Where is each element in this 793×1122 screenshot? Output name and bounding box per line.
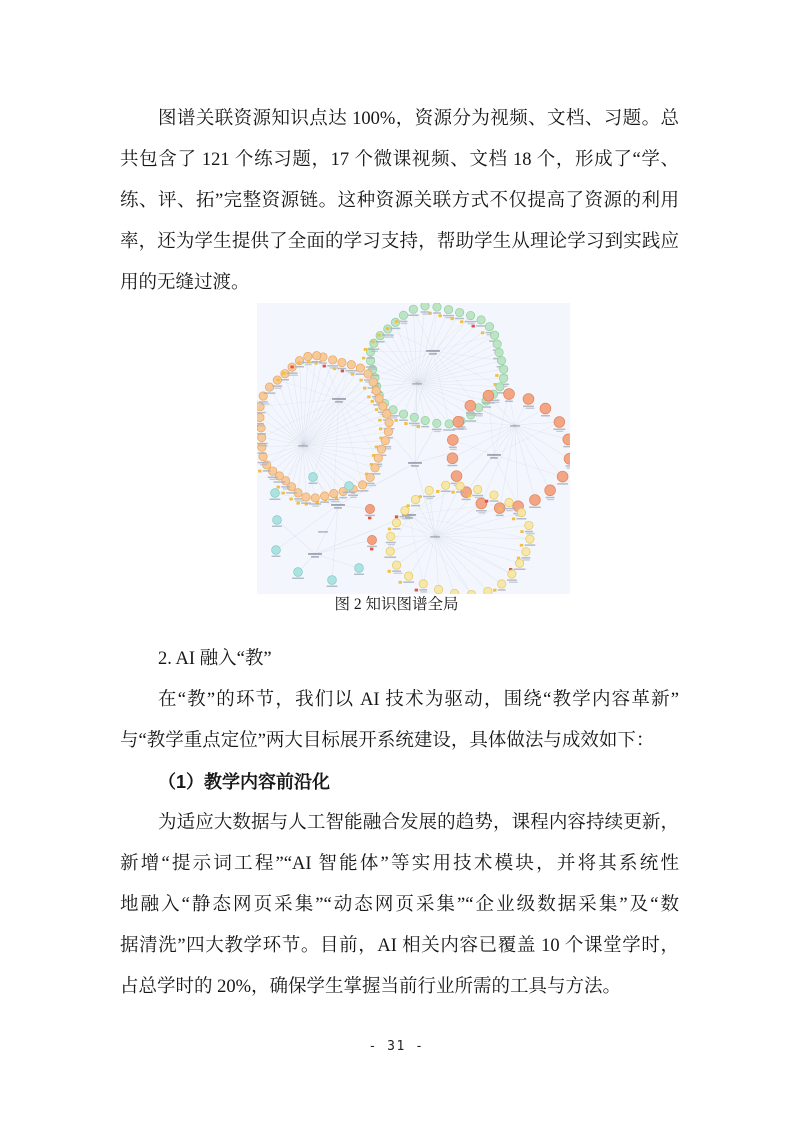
figure-knowledge-graph — [257, 303, 570, 594]
text-line: 率，还为学生提供了全面的学习支持，帮助学生从理论学习到实践应 — [120, 232, 679, 252]
text-line: 图谱关联资源知识点达 100%，资源分为视频、文档、习题。总 — [158, 109, 679, 129]
text-line: 据清洗”四大教学环节。目前，AI 相关内容已覆盖 10 个课堂学时， — [120, 936, 679, 956]
knowledge-graph-svg — [257, 303, 570, 594]
section-heading: 2. AI 融入“教” — [158, 649, 272, 669]
text-line: 在“教”的环节，我们以 AI 技术为驱动，围绕“教学内容革新” — [158, 690, 679, 710]
text-line: 为适应大数据与人工智能融合发展的趋势，课程内容持续更新， — [158, 813, 679, 833]
text-line: 地融入“静态网页采集”“动态网页采集”“企业级数据采集”及“数 — [120, 895, 679, 915]
text-line: 占总学时的 20%，确保学生掌握当前行业所需的工具与方法。 — [120, 977, 622, 997]
figure-caption: 图 2 知识图谱全局 — [334, 596, 459, 613]
text-line: 与“教学重点定位”两大目标展开系统建设，具体做法与成效如下： — [120, 731, 655, 751]
text-line: 用的无缝过渡。 — [120, 273, 250, 293]
paragraph-resources — [120, 99, 679, 304]
page-number: - 31 - — [368, 1039, 425, 1054]
text-line: 共包含了 121 个练习题，17 个微课视频、文档 18 个，形成了“学、 — [120, 150, 679, 170]
section-teaching — [120, 639, 679, 1008]
text-line: 练、评、拓”完整资源链。这种资源关联方式不仅提高了资源的利用 — [120, 191, 679, 211]
sub-heading: （1）教学内容前沿化 — [158, 772, 331, 792]
text-line: 新增“提示词工程”“AI 智能体”等实用技术模块，并将其系统性 — [120, 854, 679, 874]
